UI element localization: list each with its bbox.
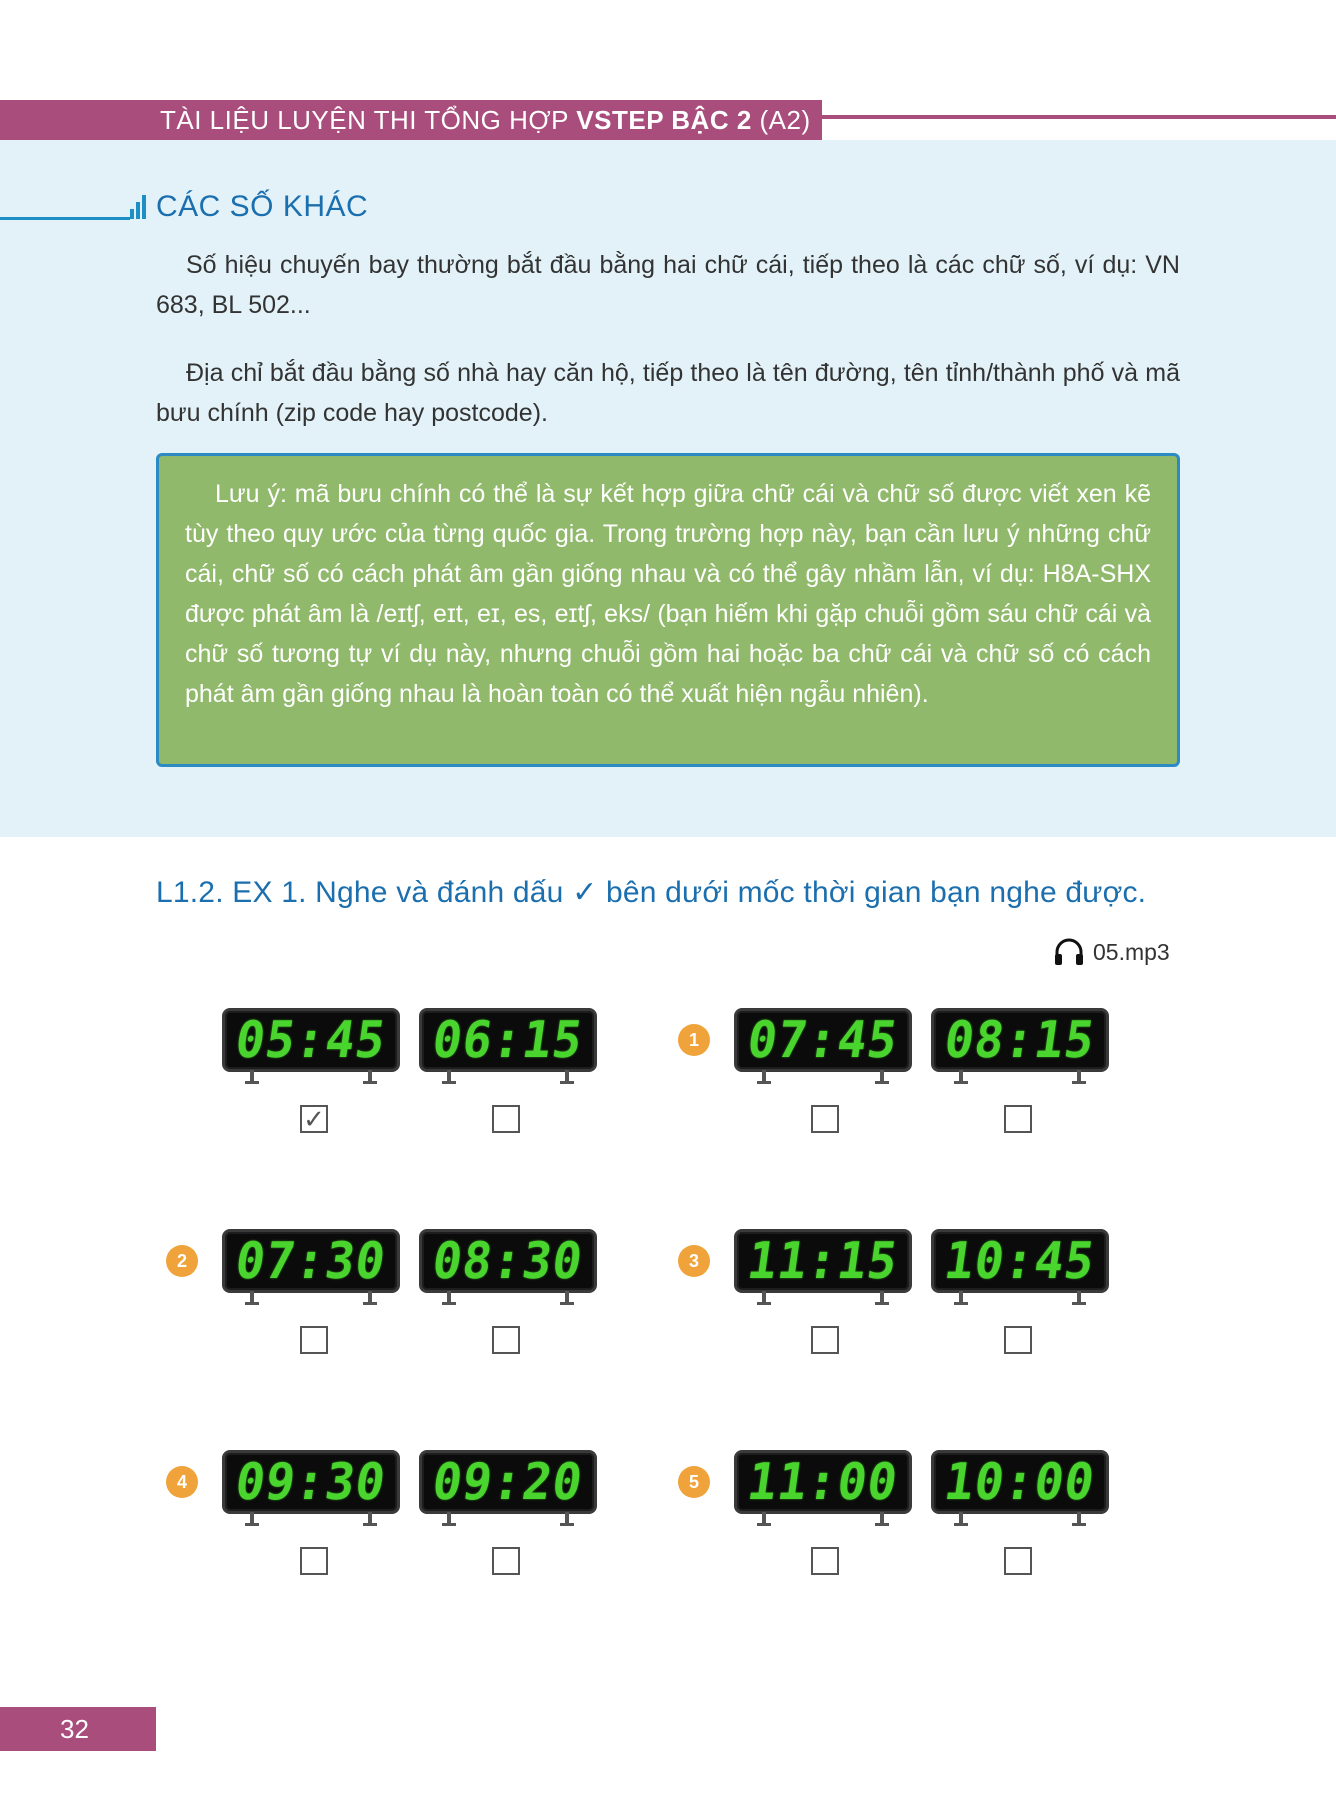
paragraph-flight-numbers-text: Số hiệu chuyến bay thường bắt đầu bằng hai chữ cái, tiếp theo là các chữ số, ví dụ: VN 683, BL 502... [156,251,1180,319]
clock-foot [447,1291,451,1305]
clock-foot [565,1512,569,1526]
clock-display [931,1008,1109,1072]
answer-checkbox[interactable] [492,1105,520,1133]
clock-foot [1077,1512,1081,1526]
page-number: 32 [60,1713,89,1744]
clock-display [222,1450,400,1514]
clock-foot [959,1512,963,1526]
answer-checkbox[interactable] [300,1547,328,1575]
clock-display [734,1450,912,1514]
question-number-badge: 1 [678,1024,710,1056]
clock-foot [368,1291,372,1305]
clock-foot [1077,1070,1081,1084]
clock-time: 11:15 [744,1231,902,1291]
clock-time: 05:45 [232,1010,390,1070]
headphones-icon [1053,937,1085,967]
clock-foot [762,1070,766,1084]
clock-display [222,1008,400,1072]
paragraph-flight-numbers [156,245,1180,325]
clock-foot [880,1512,884,1526]
clock-time: 09:20 [429,1452,587,1512]
header-band [0,100,822,140]
clock-foot [1077,1291,1081,1305]
clock-foot [762,1291,766,1305]
answer-checkbox[interactable] [492,1326,520,1354]
header-title-bold: VSTEP BẬC 2 [576,104,752,135]
note-text-content: Lưu ý: mã bưu chính có thể là sự kết hợp giữa chữ cái và chữ số được viết xen kẽ tùy theo quy ước của từng quốc gia. Trong trường hợp này, bạn cần lưu ý những chữ cái, chữ số có cách phát âm gần giống nhau và có thể gây nhầm lẫn, ví dụ: H8A-SHX được phát âm là /eɪtʃ, eɪt, eɪ, es, eɪtʃ, eks/ (bạn hiếm khi gặp chuỗi gồm sáu chữ cái và chữ số tương tự ví dụ này, nhưng chuỗi gồm hai hoặc ba chữ cái và chữ số có cách phát âm gần giống nhau là hoàn toàn có thể xuất hiện ngẫu nhiên). [185,480,1151,708]
clock-display [734,1008,912,1072]
answer-checkbox[interactable] [1004,1547,1032,1575]
question-number-badge: 4 [166,1466,198,1498]
header-title-suffix: (A2) [751,104,811,135]
question-number-badge: 5 [678,1466,710,1498]
paragraph-addresses [156,353,1180,433]
clock-display [419,1450,597,1514]
clock-display [419,1229,597,1293]
header-title-prefix: TÀI LIỆU LUYỆN THI TỔNG HỢP [160,104,577,135]
answer-checkbox[interactable] [300,1326,328,1354]
clock-time: 09:30 [232,1452,390,1512]
clock-time: 08:30 [429,1231,587,1291]
answer-checkbox[interactable] [1004,1105,1032,1133]
page-number-band [0,1707,156,1751]
clock-display [931,1450,1109,1514]
section-rule [0,217,130,220]
clock-display [419,1008,597,1072]
clock-time: 07:45 [744,1010,902,1070]
audio-file-label: 05.mp3 [1093,938,1170,965]
clock-foot [959,1291,963,1305]
clock-foot [565,1070,569,1084]
clock-foot [368,1070,372,1084]
clock-time: 06:15 [429,1010,587,1070]
clock-foot [762,1512,766,1526]
audio-track[interactable] [1053,937,1170,967]
clock-foot [250,1512,254,1526]
clock-foot [368,1512,372,1526]
clock-foot [250,1291,254,1305]
header-rule [822,115,1336,119]
answer-checkbox[interactable] [1004,1326,1032,1354]
answer-checkbox[interactable] [811,1326,839,1354]
answer-checkbox[interactable] [811,1547,839,1575]
paragraph-addresses-text: Địa chỉ bắt đầu bằng số nhà hay căn hộ, tiếp theo là tên đường, tên tỉnh/thành phố và mã bưu chính (zip code hay postcode). [156,359,1180,427]
question-number-badge: 3 [678,1245,710,1277]
clock-time: 07:30 [232,1231,390,1291]
clock-foot [447,1070,451,1084]
clock-time: 10:00 [941,1452,1099,1512]
note-text [185,474,1151,714]
clock-foot [565,1291,569,1305]
clock-foot [250,1070,254,1084]
clock-foot [959,1070,963,1084]
clock-time: 08:15 [941,1010,1099,1070]
clock-display [222,1229,400,1293]
answer-checkbox[interactable]: ✓ [300,1105,328,1133]
header-title [160,105,811,136]
clock-display [734,1229,912,1293]
exercise-title: L1.2. EX 1. Nghe và đánh dấu ✓ bên dưới mốc thời gian bạn nghe được. [156,876,1147,909]
answer-checkbox[interactable] [492,1547,520,1575]
clock-time: 10:45 [941,1231,1099,1291]
section-title: CÁC SỐ KHÁC [156,190,369,223]
clock-foot [880,1070,884,1084]
clock-time: 11:00 [744,1452,902,1512]
note-box [156,453,1180,767]
answer-checkbox[interactable] [811,1105,839,1133]
question-number-badge: 2 [166,1245,198,1277]
clock-foot [447,1512,451,1526]
clock-foot [880,1291,884,1305]
clock-display [931,1229,1109,1293]
bars-icon [130,195,146,219]
